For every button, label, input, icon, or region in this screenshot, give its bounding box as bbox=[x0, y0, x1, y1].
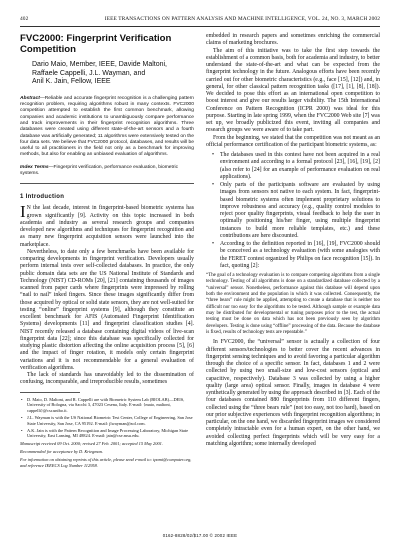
intro-paragraph-1 bbox=[20, 202, 194, 249]
index-terms-text: —Fingerprint verification, performance evaluation, biometric systems. bbox=[20, 164, 179, 177]
authors-line-3: Anil K. Jain, Fellow, IEEE bbox=[32, 78, 111, 86]
block-quote: “The goal of a technology evaluation is to compare competing algorithms from a single technology. Testing of all algorithms is done on a standardized database collected by a “universal” sensor. Nonetheless, performance against this database will depend upon both the environment and the population in which it was collected. Consequently, the “three bears” rule might be applied, attempting to create a database that is neither too difficult nor too easy for the algorithms to be tested. Although sample or example data may be distributed for developmental or tuning purposes prior to the test, the actual testing must be done on data which has not been previously seen by algorithm developers. Testing is done using “offline” processing of the data. Because the database is fixed, results of technology tests are repeatable.” bbox=[206, 273, 380, 336]
right-column bbox=[206, 33, 380, 448]
bullet-item: • According to the definition reported in [16], [19], FVC2000 should be conceived as a technology evaluation (with some analogies with the FERET contest organized by Philips on face recognition [15]). In fact, quoting [2]: bbox=[220, 241, 380, 270]
abstract-label: Abstract bbox=[20, 95, 40, 101]
recommended-note: Recommended for acceptance by D. Kriegman. bbox=[20, 448, 104, 454]
footnote-rule bbox=[20, 392, 80, 393]
header-rule bbox=[20, 26, 380, 27]
bullet-item: • Only parts of the participants software are evaluated by using images from sensors not native to each system. In fact, fingerprint-based biometric systems often implement proprietary solutions to improve robustness and accuracy (e.g., quality control modules to reject poor quality fingerprints, visual feedback to help the user in optimally positioning his/her finger, using multiple fingerprint instances to build more reliable templates, etc.) and these contributions are here discounted. bbox=[220, 182, 380, 240]
author-list bbox=[32, 61, 194, 87]
author-footnotes bbox=[20, 397, 194, 440]
index-terms bbox=[20, 165, 194, 178]
page-number: 402 bbox=[20, 16, 29, 22]
drop-cap: I bbox=[20, 202, 26, 222]
running-head bbox=[20, 16, 380, 24]
index-terms-label: Index Terms bbox=[20, 164, 49, 170]
intro-paragraph-2: Nevertheless, to date only a few benchmarks have been available for comparing developments in fingerprint verification. Developers usually perform internal tests over self-collected databases. In practice, the only public domain data sets are the US National Institute of Standards and Technology (NIST) CD-ROMs [20], [21] containing thousands of images scanned from paper cards where fingerprints were impressed by rolling “nail to nail” inked fingers. Since these images significantly differ from those acquired by optical or solid state sensors, they are not well-suited for testing “online” fingerprint systems [9], although they constitute an excellent benchmark for AFIS (Automated Fingerprint Identification Systems) developments [11] and fingerprint classification studies [4]. NIST recently released a database containing digital videos of live-scan fingerprint data [22]; since this database was specifically collected for studying plastic distortion affecting the online acquisition process [5], [6] and the impact of finger rotation, it models only certain fingerprint variations and it is not recommendable for a general evaluation of verification algorithms. bbox=[20, 248, 194, 371]
journal-title: IEEE TRANSACTIONS ON PATTERN ANALYSIS AND MACHINE INTELLIGENCE, VOL. 24, NO. 3, MARCH 2002 bbox=[104, 16, 380, 22]
paper-title: FVC2000: Fingerprint Verification Competition bbox=[20, 33, 172, 55]
copyright-footer: 0162-8828/02/$17.00 © 2002 IEEE bbox=[162, 533, 238, 538]
left-column bbox=[20, 33, 194, 468]
right-paragraph-1: embedded in research papers and sometimes enriching the commercial claims of marketing brochures. bbox=[206, 33, 380, 47]
authors-line-1: Dario Maio, Member, IEEE, Davide Maltoni, bbox=[32, 61, 167, 68]
footnote-item: • J.L. Wayman is with the US National Biometric Test Center, College of Engineering, San Jose State University, San Jose, CA 95192. E-mail: jlwayman@aol.com. bbox=[23, 415, 194, 427]
intro-paragraph-3: The lack of standards has unavoidably led to the dissemination of confusing, incomparable, and irreproducible results, sometimes bbox=[20, 372, 194, 386]
footnote-item: • D. Maio, D. Maltoni, and R. Cappelli are with Biometric System Lab (BIOLAB)—DEIS, University of Bologna, via Sacchi 3, 47023 Cesena, Italy. E-mail: {maio, maltoni, cappelli}@csr.unibo.it. bbox=[23, 397, 194, 414]
reprint-note: For information on obtaining reprints of this article, please send e-mail to: tpami@computer.org, and reference IEEECS Log Number 112958. bbox=[20, 456, 192, 468]
right-paragraph-3: From the beginning, we stated that the competition was not meant as an official performance certification of the participant biometric systems, as: bbox=[206, 134, 380, 148]
section-heading: 1 Introduction bbox=[20, 194, 65, 201]
bullet-list bbox=[206, 152, 380, 270]
intro-paragraph-1-text: N the last decade, interest in fingerprint-based biometric systems has grown significantly [9]. Activity on this topic increased in both academia and industry as several research groups and companies developed new algorithms and techniques for fingerprint recognition and as many new fingerprint acquisition sensors were launched into the marketplace. bbox=[20, 205, 194, 248]
footnote-item: • A.K. Jain is with the Pattern Recognition and Image Processing Laboratory, Michigan State University, East Lansing, MI 48824. E-mail: jain@cse.msu.edu. bbox=[23, 428, 194, 440]
abstract-text: —Reliable and accurate fingerprint recognition is a challenging pattern recognition problem, requiring algorithms robust in many contexts. FVC2000 competition attempted to establish the first common benchmark, allowing companies and academic institutions to unambiguously compare performance and track improvements in their fingerprint recognition algorithms. Three databases were created using different state-of-the-art sensors and a fourth database was artificially generated; 11 algorithms were extensively tested on the four data sets. We believe that FVC2000 protocol, databases, and results will be useful to all practitioners in the field not only as a benchmark for improving methods, but also for enabling an unbiased evaluation of algorithms. bbox=[20, 95, 194, 158]
authors-line-2: Raffaele Cappelli, J.L. Wayman, and bbox=[32, 69, 146, 77]
abstract-divider bbox=[20, 183, 194, 184]
bullet-item: • The databases used in this contest have not been acquired in a real environment and according to a formal protocol [23], [16], [19], [2] (also refer to [24] for an example of performance evaluation on real applications). bbox=[220, 152, 380, 181]
manuscript-note: Manuscript received 09 Oct. 2000; revised 27 Feb. 2001; accepted 15 May 2001. bbox=[20, 441, 163, 447]
right-paragraph-2: The aim of this initiative was to take the first step towards the establishment of a common basis, both for academia and industry, to better understand the state-of-the-art and what can be expected from the fingerprint technology in the future. Analogous efforts have been recently carried out for other biometric characteristics (e.g., face [15], [12]) and, in general, for other classical pattern recognition tasks ([17], [1], [8], [18]). We decided to pose this effort as an international open competition to boost interest and give our results larger visibility. The 15th International Conference on Pattern Recognition (ICPR 2000) was ideal for this purpose. Starting in late spring 1999, when the FVC2000 Web site [7] was set up, we broadly publicized this event, inviting all companies and research groups we were aware of to take part. bbox=[206, 47, 380, 134]
right-paragraph-4: In FVC2000, the “universal” sensor is actually a collection of four different sensors/technologies to better cover the recent advances in fingerprint sensing techniques and to avoid favoring a particular algorithm through the choice of a specific sensor. In fact, databases 1 and 2 were collected by using two small-size and low-cost sensors (optical and capacitive, respectively). Database 3 was collected by using a higher quality (large area) optical sensor. Finally, images in database 4 were synthetically generated by using the approach described in [3]. Each of the four databases contained 880 fingerprints from 110 different fingers, collected using the “three bears rule” (not too easy, not too hard), based on our prior subjective experiences with fingerprint recognition algorithms; in particular, on the one hand, we discarded fingerprint images we considered completely intractable even for a human expert, on the other hand, we avoided collecting perfect fingerprints which will be very easy for a matching algorithm; some internally developed bbox=[206, 339, 380, 447]
abstract bbox=[20, 96, 194, 159]
